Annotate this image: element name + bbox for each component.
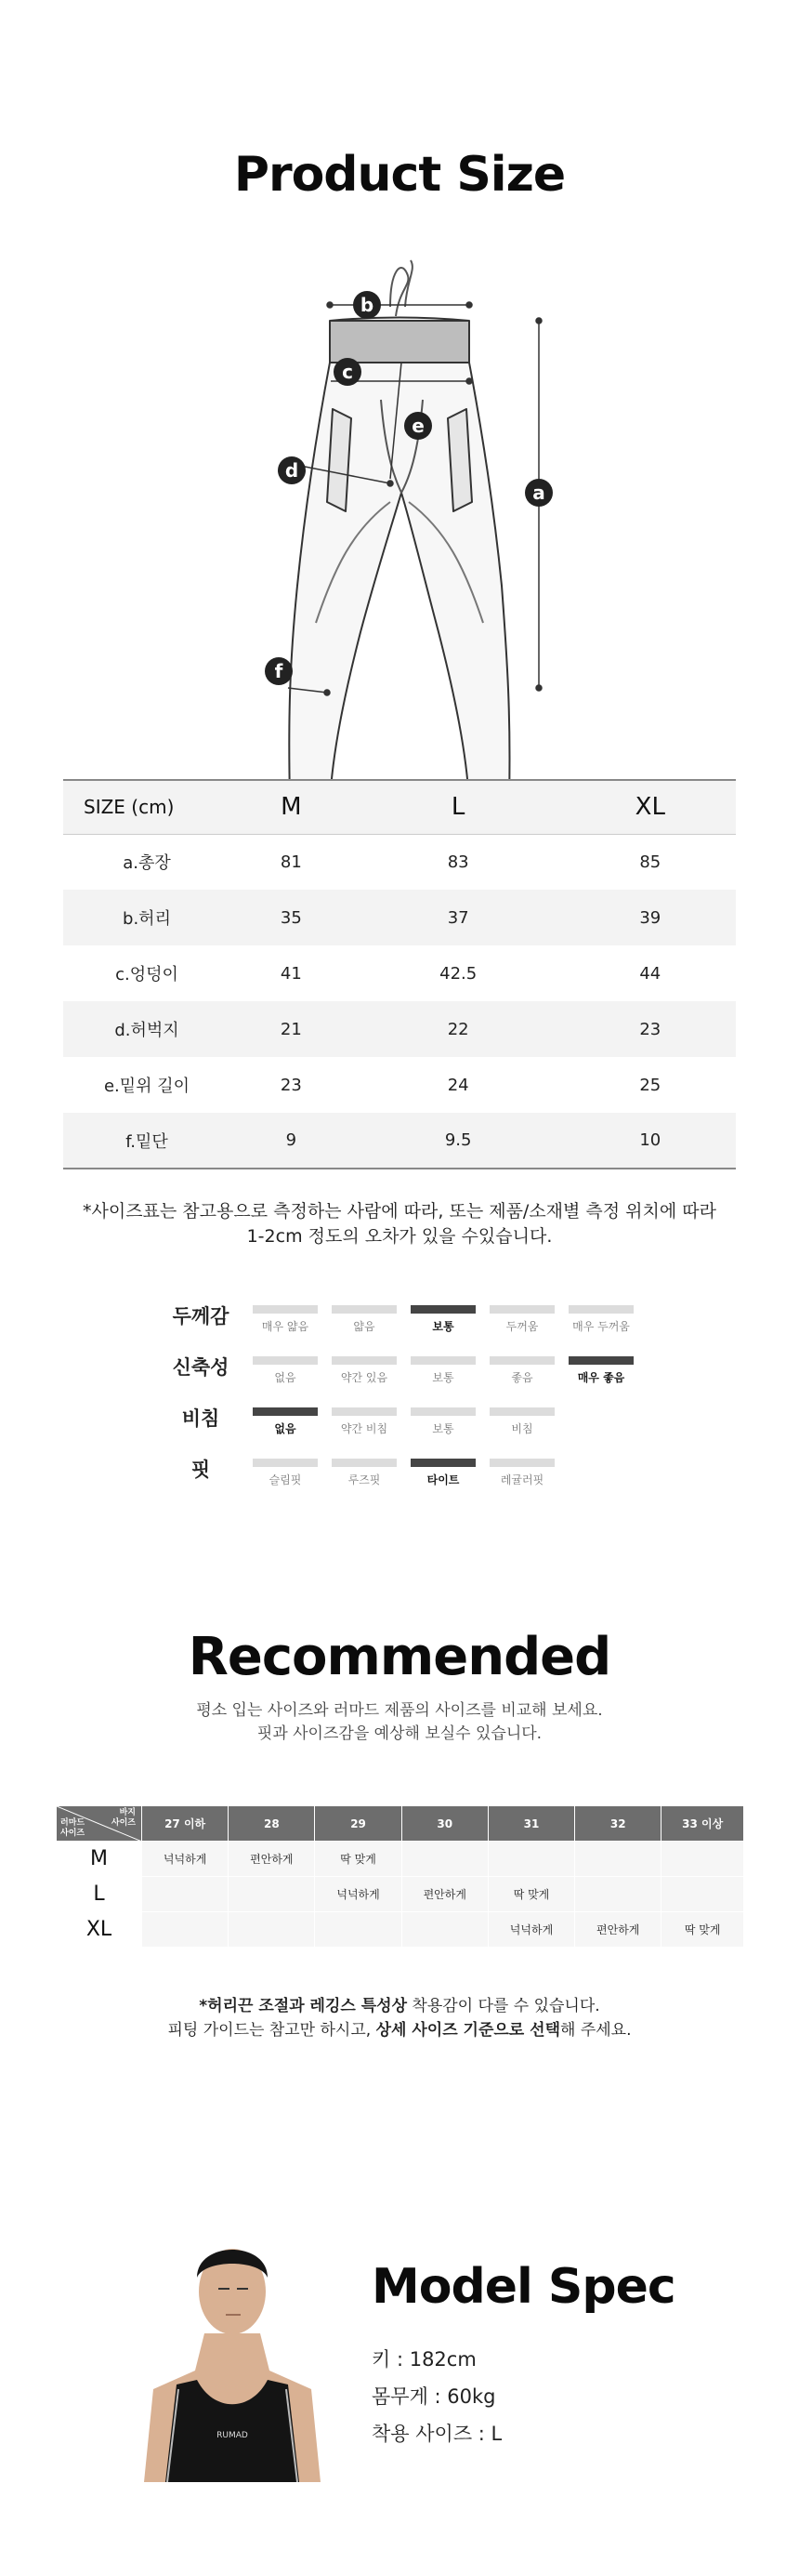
size-header-l: L [352,780,565,834]
attribute-option-label: 약간 비침 [340,1422,388,1435]
size-note [0,1199,799,1249]
cell-value: 23 [280,1075,302,1095]
row-label: e.밑위 길이 [103,1077,190,1096]
row-label: a.총장 [123,853,171,874]
table-row [57,1877,744,1912]
fit-cell: 편안하게 [575,1912,661,1948]
attribute-option-label: 비침 [511,1422,533,1435]
rumad-size-label: M [57,1842,142,1877]
attribute-option [411,1459,476,1487]
attribute-option [253,1356,318,1385]
attribute-option [490,1305,555,1334]
table-row [63,1001,736,1057]
marker-c-label: c [342,361,353,383]
attribute-option-label: 없음 [274,1422,296,1435]
rumad-size-label: L [57,1877,142,1912]
attribute-option [490,1356,555,1385]
recommended-note2-post: 해 주세요. [560,2021,632,2040]
fit-cell [229,1912,315,1948]
table-corner-cell [57,1806,142,1842]
model-height: 키 : 182cm [372,2348,477,2371]
attribute-option-label: 매우 두꺼움 [572,1320,630,1333]
attribute-option-bar [253,1459,318,1467]
attribute-option [411,1305,476,1334]
cell-value: 25 [639,1075,661,1095]
table-row [63,890,736,945]
cell-value: 24 [447,1075,469,1095]
pants-size-column: 27 이하 [142,1806,229,1842]
fit-cell: 넉넉하게 [488,1912,574,1948]
corner-bottom-label: 러마드 사이즈 [60,1818,85,1838]
pants-size-column: 28 [229,1806,315,1842]
pants-size-column: 30 [401,1806,488,1842]
recommended-title: Recommended [188,1627,611,1687]
attribute-row [149,1301,669,1339]
attribute-option-label: 없음 [274,1371,296,1384]
table-row [57,1842,744,1877]
cell-value: 9.5 [352,1113,565,1169]
fit-cell [401,1842,488,1877]
attribute-label: 핏 [190,1459,211,1481]
recommended-note2-bold: 상세 사이즈 기준으로 선택 [375,2021,560,2040]
attribute-option-bar [490,1407,555,1416]
fit-cell [488,1842,574,1877]
fit-cell [575,1877,661,1912]
table-row [63,945,736,1001]
attribute-option-label: 두꺼움 [505,1320,539,1333]
recommended-note2-pre: 피팅 가이드는 참고만 하시고, [167,2021,376,2040]
product-size-title: Product Size [233,147,566,203]
cell-value: 10 [565,1113,736,1169]
size-note-line2: 1-2cm 정도의 오차가 있을 수있습니다. [246,1226,553,1247]
attribute-option-bar [253,1305,318,1314]
cell-value: 22 [352,1001,565,1057]
attribute-option [332,1407,397,1436]
attribute-option-bar [411,1459,476,1467]
size-header-label: SIZE (cm) [63,780,230,834]
attribute-option-bar [253,1407,318,1416]
attribute-option [490,1407,555,1436]
pants-size-column: 29 [315,1806,401,1842]
attribute-option-label: 슬림핏 [269,1473,302,1486]
attribute-option-label: 레귤러핏 [500,1473,544,1486]
fitting-guide-table [56,1805,744,1948]
attribute-option [332,1305,397,1334]
attribute-option-label: 타이트 [426,1473,460,1486]
model-photo [139,2222,325,2482]
table-row [63,1057,736,1113]
attribute-option-bar [411,1356,476,1365]
shirt-logo-text: RUMAD [216,2431,248,2440]
attribute-row [149,1455,669,1492]
pants-diagram [0,232,799,809]
marker-e-label: e [412,415,425,437]
table-row [57,1912,744,1948]
fit-cell: 딱 맞게 [315,1842,401,1877]
size-header-m: M [230,780,352,834]
cell-value: 83 [447,852,469,872]
model-weight: 몸무게 : 60kg [372,2385,496,2408]
attribute-label: 비침 [181,1407,220,1430]
model-spec-title: Model Spec [372,2259,675,2315]
attribute-option-label: 루즈핏 [347,1473,381,1486]
attribute-label: 신축성 [172,1356,229,1379]
recommended-note [0,1994,799,2042]
fit-cell [142,1912,229,1948]
recommended-note1-rest: 착용감이 다를 수 있습니다. [407,1997,600,2015]
cell-value: 9 [230,1113,352,1169]
attribute-option [332,1459,397,1487]
size-header-xl: XL [565,780,736,834]
attribute-option-bar [332,1407,397,1416]
table-row [63,1113,736,1169]
attribute-option-bar [490,1459,555,1467]
attribute-option-bar [332,1459,397,1467]
marker-f-label: f [274,660,283,682]
size-table-header [63,780,736,834]
size-table [63,779,736,1169]
row-label: c.엉덩이 [115,965,178,984]
attribute-option-label: 매우 얇음 [261,1320,309,1333]
attribute-option-bar [411,1305,476,1314]
attribute-option [253,1459,318,1487]
fit-cell [661,1877,744,1912]
model-wearing-size: 착용 사이즈 : L [372,2423,503,2445]
pants-size-column: 31 [488,1806,574,1842]
attribute-option [490,1459,555,1487]
recommended-note1-bold: *허리끈 조절과 레깅스 특성상 [199,1997,408,2015]
marker-a-label: a [532,482,545,504]
attribute-option-bar [253,1356,318,1365]
fitting-guide-header [57,1806,744,1842]
attribute-option-label: 매우 좋음 [577,1371,625,1384]
attribute-option-label: 보통 [432,1422,454,1435]
attribute-option [569,1356,634,1385]
fit-cell: 편안하게 [401,1877,488,1912]
cell-value: 23 [565,1001,736,1057]
cell-value: 37 [352,890,565,945]
cell-value: 42.5 [439,963,478,984]
attribute-row [149,1353,669,1390]
attribute-option-bar [332,1356,397,1365]
attribute-option [411,1356,476,1385]
recommended-subtitle-line2: 핏과 사이즈감을 예상해 보실수 있습니다. [256,1724,543,1743]
cell-value: 21 [230,1001,352,1057]
attribute-option-bar [332,1305,397,1314]
attribute-option-bar [490,1305,555,1314]
attribute-option-label: 좋음 [511,1371,533,1384]
cell-value: 41 [280,963,302,984]
fit-cell: 딱 맞게 [661,1912,744,1948]
marker-d-label: d [284,459,299,482]
attribute-option-label: 약간 있음 [340,1371,388,1384]
attribute-option [253,1305,318,1334]
table-row [63,834,736,890]
size-note-line1: *사이즈표는 참고용으로 측정하는 사람에 따라, 또는 제품/소재별 측정 위치에 따라 [83,1201,716,1222]
cell-value: 39 [565,890,736,945]
attribute-option-bar [490,1356,555,1365]
fit-cell: 딱 맞게 [488,1877,574,1912]
attribute-option [411,1407,476,1436]
attribute-option-bar [411,1407,476,1416]
attribute-label: 두께감 [172,1305,229,1328]
attribute-option-bar [569,1305,634,1314]
fit-cell: 넉넉하게 [142,1842,229,1877]
recommended-subtitle-line1: 평소 입는 사이즈와 러마드 제품의 사이즈를 비교해 보세요. [196,1701,603,1720]
cell-value: 85 [639,852,661,872]
corner-top-label: 바지 사이즈 [111,1808,136,1828]
row-label: b.허리 [63,890,230,945]
fit-cell [401,1912,488,1948]
attribute-option [332,1356,397,1385]
attribute-option-label: 얇음 [353,1320,375,1333]
pants-size-column: 33 이상 [661,1806,744,1842]
attribute-row [149,1404,669,1441]
row-label: d.허벅지 [63,1001,230,1057]
attribute-option-label: 보통 [432,1320,454,1333]
attribute-option [253,1407,318,1436]
marker-b-label: b [360,294,374,316]
fit-cell [315,1912,401,1948]
attribute-option-bar [569,1356,634,1365]
fit-cell [142,1877,229,1912]
recommended-subtitle [0,1699,799,1746]
cell-value: 35 [230,890,352,945]
fit-cell [661,1842,744,1877]
cell-value: 81 [280,852,302,872]
fit-cell [575,1842,661,1877]
attribute-option-label: 보통 [432,1371,454,1384]
cell-value: 44 [639,963,661,984]
fit-cell: 넉넉하게 [315,1877,401,1912]
attribute-option [569,1305,634,1334]
fit-cell [229,1877,315,1912]
row-label: f.밑단 [63,1113,230,1169]
fit-cell: 편안하게 [229,1842,315,1877]
pants-size-column: 32 [575,1806,661,1842]
rumad-size-label: XL [57,1912,142,1948]
